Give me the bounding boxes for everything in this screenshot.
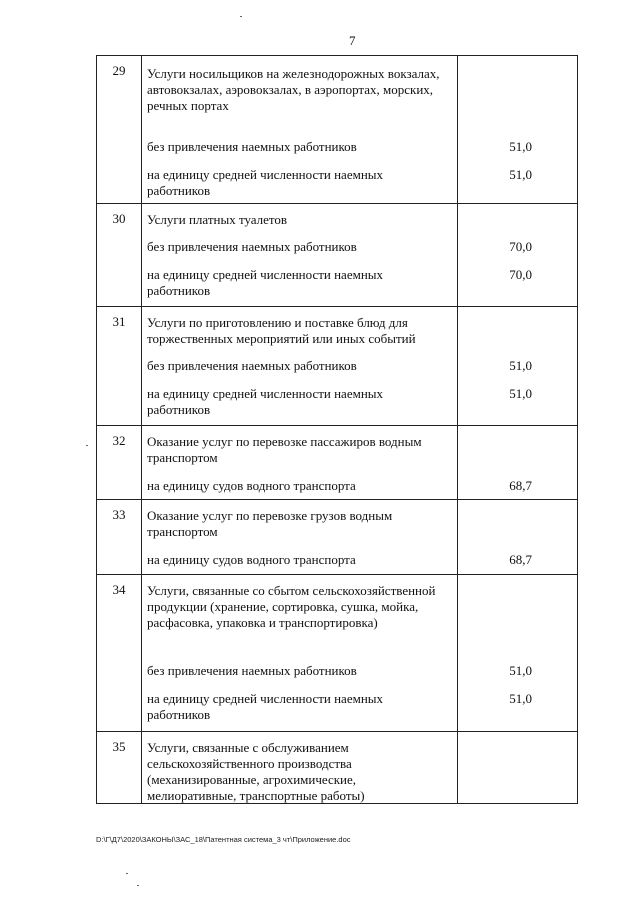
- service-description-cell: [142, 732, 458, 804]
- value-cell: [458, 204, 578, 307]
- value-cell: [458, 307, 578, 426]
- table-row: [97, 500, 578, 575]
- service-title: Услуги носильщиков на железнодорожных вокзалах, автовокзалах, аэровокзалах, в аэропортах, морских, речных портах: [147, 66, 440, 113]
- coefficient-value: 51,0: [509, 358, 532, 373]
- coefficient-value: 70,0: [509, 267, 532, 282]
- value-cell: [458, 732, 578, 804]
- row-number: 33: [97, 500, 142, 575]
- service-subitem: на единицу средней численности наемных работников: [147, 167, 384, 198]
- coefficient-value: 51,0: [509, 167, 532, 182]
- service-description-cell: [142, 307, 458, 426]
- table-row: [97, 732, 578, 804]
- service-subitem: без привлечения наемных работников: [147, 663, 357, 678]
- value-cell: [458, 56, 578, 204]
- page-number: 7: [349, 33, 356, 48]
- file-path-footer: D:\Г\Д7\2020\ЗАКОНЫ\ЗАС_18\Патентная система_3 чт\Приложение.doc: [96, 835, 351, 844]
- scan-speck: [126, 873, 128, 874]
- scan-speck: [240, 16, 242, 17]
- table-row: [97, 426, 578, 500]
- service-description-cell: [142, 575, 458, 732]
- service-title: Оказание услуг по перевозке грузов водным транспортом: [147, 508, 393, 539]
- service-title: Оказание услуг по перевозке пассажиров водным транспортом: [147, 434, 422, 465]
- coefficient-value: 51,0: [509, 691, 532, 706]
- service-description-cell: [142, 56, 458, 204]
- service-description-cell: [142, 426, 458, 500]
- service-title: Услуги платных туалетов: [147, 212, 288, 227]
- table-row: [97, 204, 578, 307]
- tariff-table: [96, 55, 578, 804]
- coefficient-value: 70,0: [509, 239, 532, 254]
- coefficient-value: 51,0: [509, 386, 532, 401]
- service-subitem: на единицу средней численности наемных работников: [147, 691, 384, 722]
- value-cell: [458, 500, 578, 575]
- service-subitem: на единицу судов водного транспорта: [147, 552, 356, 567]
- service-title: Услуги, связанные со сбытом сельскохозяйственной продукции (хранение, сортировка, сушка, мойка, расфасовка, упаковка и транспортировка): [147, 583, 436, 630]
- scan-speck: [137, 885, 139, 886]
- service-subitem: без привлечения наемных работников: [147, 358, 357, 373]
- coefficient-value: 68,7: [509, 478, 532, 493]
- table-row: [97, 575, 578, 732]
- service-description-cell: [142, 500, 458, 575]
- coefficient-value: 51,0: [509, 139, 532, 154]
- value-cell: [458, 426, 578, 500]
- service-subitem: на единицу средней численности наемных работников: [147, 267, 384, 298]
- row-number: 29: [97, 56, 142, 204]
- scan-speck: [86, 445, 88, 446]
- service-subitem: на единицу судов водного транспорта: [147, 478, 356, 493]
- coefficient-value: 51,0: [509, 663, 532, 678]
- row-number: 32: [97, 426, 142, 500]
- service-subitem: без привлечения наемных работников: [147, 139, 357, 154]
- row-number: 30: [97, 204, 142, 307]
- service-description-cell: [142, 204, 458, 307]
- table-row: [97, 307, 578, 426]
- row-number: 34: [97, 575, 142, 732]
- row-number: 35: [97, 732, 142, 804]
- value-cell: [458, 575, 578, 732]
- service-subitem: без привлечения наемных работников: [147, 239, 357, 254]
- service-subitem: на единицу средней численности наемных работников: [147, 386, 384, 417]
- coefficient-value: 68,7: [509, 552, 532, 567]
- row-number: 31: [97, 307, 142, 426]
- table-row: [97, 56, 578, 204]
- service-title: Услуги по приготовлению и поставке блюд для торжественных мероприятий или иных событий: [147, 315, 416, 346]
- service-title: Услуги, связанные с обслуживанием сельскохозяйственного производства (механизированные, агрохимические, мелиоративные, транспортные работы): [147, 740, 365, 803]
